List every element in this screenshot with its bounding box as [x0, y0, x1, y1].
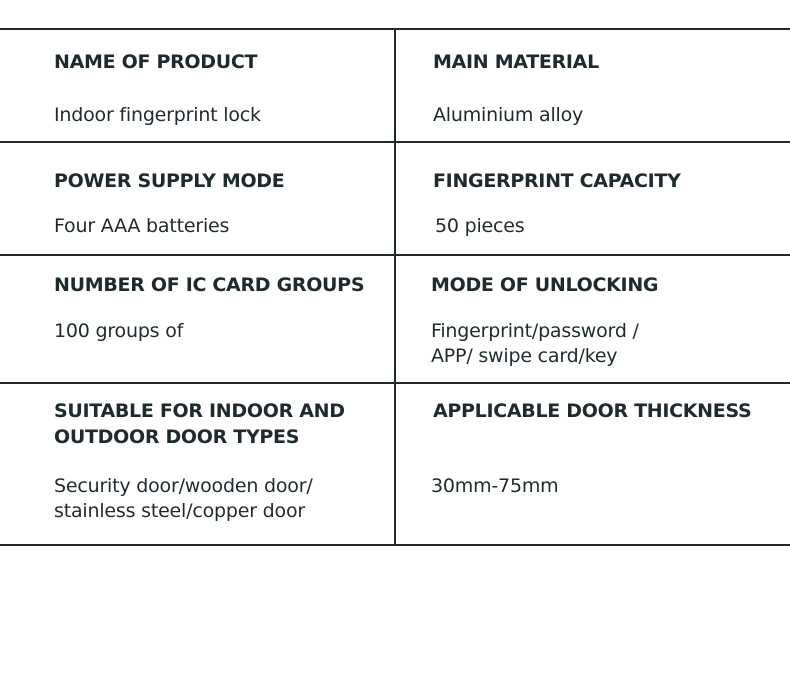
- spec-label-product-name: NAME OF PRODUCT: [54, 51, 258, 73]
- spec-label-fingerprint-capacity: FINGERPRINT CAPACITY: [433, 170, 681, 192]
- spec-value-door-types: Security door/wooden door/ stainless steel/copper door: [54, 475, 313, 522]
- spec-label-ic-card-groups: NUMBER OF IC CARD GROUPS: [54, 274, 365, 296]
- spec-value-product-name: Indoor fingerprint lock: [54, 104, 261, 126]
- spec-value-unlocking-mode: Fingerprint/password / APP/ swipe card/key: [431, 320, 639, 367]
- spec-value-door-thickness: 30mm-75mm: [431, 475, 559, 497]
- spec-label-door-types: SUITABLE FOR INDOOR AND OUTDOOR DOOR TYPES: [54, 400, 345, 448]
- spec-label-power-supply: POWER SUPPLY MODE: [54, 170, 285, 192]
- spec-value-power-supply: Four AAA batteries: [54, 215, 230, 237]
- column-divider: [394, 28, 396, 546]
- spec-label-main-material: MAIN MATERIAL: [433, 51, 599, 73]
- spec-value-main-material: Aluminium alloy: [433, 104, 584, 126]
- spec-label-unlocking-mode: MODE OF UNLOCKING: [431, 274, 659, 296]
- spec-value-ic-card-groups: 100 groups of: [54, 320, 184, 342]
- spec-value-fingerprint-capacity: 50 pieces: [435, 215, 525, 237]
- spec-label-door-thickness: APPLICABLE DOOR THICKNESS: [433, 400, 752, 422]
